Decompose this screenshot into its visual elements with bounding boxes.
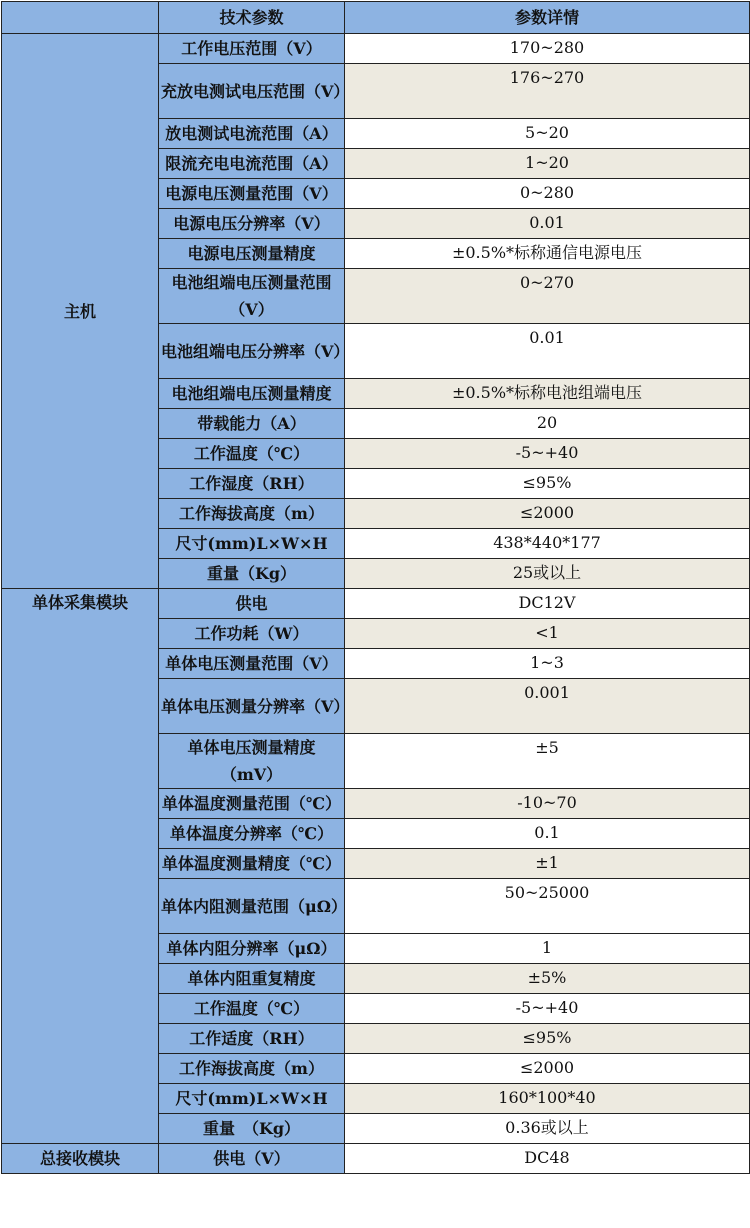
param-label: 电池组端电压测量精度: [159, 379, 345, 409]
table-row: [2, 34, 750, 64]
param-value: 1: [345, 934, 750, 964]
header-group-cell: [2, 2, 159, 34]
param-value: ≤95%: [345, 469, 750, 499]
param-label: 工作温度（℃）: [159, 994, 345, 1024]
param-value: 0.1: [345, 819, 750, 849]
param-value: 176~270: [345, 64, 750, 119]
param-label: 工作温度（℃）: [159, 439, 345, 469]
param-label: 单体内阻重复精度: [159, 964, 345, 994]
param-value: DC48: [345, 1144, 750, 1174]
param-value: ≤95%: [345, 1024, 750, 1054]
param-label: 尺寸(mm)L×W×H: [159, 1084, 345, 1114]
param-value: 160*100*40: [345, 1084, 750, 1114]
param-label: 带载能力（A）: [159, 409, 345, 439]
param-label: 电池组端电压测量范围（V）: [159, 269, 345, 324]
param-label: 放电测试电流范围（A）: [159, 119, 345, 149]
param-label: 单体电压测量精度（mV）: [159, 734, 345, 789]
param-value: ±5%: [345, 964, 750, 994]
param-value: DC12V: [345, 589, 750, 619]
param-label: 工作湿度（RH）: [159, 469, 345, 499]
param-label: 工作适度（RH）: [159, 1024, 345, 1054]
param-value: 20: [345, 409, 750, 439]
table-row: [2, 1144, 750, 1174]
param-label: 电源电压分辨率（V）: [159, 209, 345, 239]
param-label: 单体温度测量精度（℃）: [159, 849, 345, 879]
param-label: 工作海拔高度（m）: [159, 499, 345, 529]
param-value: ≤2000: [345, 499, 750, 529]
param-label: 限流充电电流范围（A）: [159, 149, 345, 179]
param-label: 工作功耗（W）: [159, 619, 345, 649]
param-value: -5~+40: [345, 994, 750, 1024]
param-value: 0.01: [345, 209, 750, 239]
param-label: 单体电压测量范围（V）: [159, 649, 345, 679]
param-label: 单体内阻测量范围（μΩ）: [159, 879, 345, 934]
param-label: 单体温度分辨率（℃）: [159, 819, 345, 849]
param-value: 170~280: [345, 34, 750, 64]
param-label: 工作电压范围（V）: [159, 34, 345, 64]
param-label: 工作海拔高度（m）: [159, 1054, 345, 1084]
param-value: ≤2000: [345, 1054, 750, 1084]
param-value: 5~20: [345, 119, 750, 149]
param-value: ±0.5%*标称通信电源电压: [345, 239, 750, 269]
param-value: 0.001: [345, 679, 750, 734]
group-label-receiver-module: 总接收模块: [2, 1144, 159, 1174]
param-value: -10~70: [345, 789, 750, 819]
param-value: 438*440*177: [345, 529, 750, 559]
param-value: ±1: [345, 849, 750, 879]
param-label: 单体电压测量分辨率（V）: [159, 679, 345, 734]
param-value: -5~+40: [345, 439, 750, 469]
param-label: 重量 （Kg）: [159, 1114, 345, 1144]
param-label: 单体温度测量范围（℃）: [159, 789, 345, 819]
param-label: 单体内阻分辨率（μΩ）: [159, 934, 345, 964]
param-label: 重量（Kg）: [159, 559, 345, 589]
header-row: [2, 2, 750, 34]
param-value: 1~3: [345, 649, 750, 679]
param-value: 0.36或以上: [345, 1114, 750, 1144]
param-value: 1~20: [345, 149, 750, 179]
param-label: 尺寸(mm)L×W×H: [159, 529, 345, 559]
param-value: ±5: [345, 734, 750, 789]
spec-table: [1, 1, 750, 1174]
param-value: 0.01: [345, 324, 750, 379]
param-label: 电池组端电压分辨率（V）: [159, 324, 345, 379]
group-label-cell-module: 单体采集模块: [2, 589, 159, 1144]
param-value: <1: [345, 619, 750, 649]
param-value: 0~270: [345, 269, 750, 324]
param-label: 供电（V）: [159, 1144, 345, 1174]
param-value: ±0.5%*标称电池组端电压: [345, 379, 750, 409]
param-label: 供电: [159, 589, 345, 619]
param-value: 0~280: [345, 179, 750, 209]
group-label-host: 主机: [2, 34, 159, 589]
param-value: 25或以上: [345, 559, 750, 589]
header-value-label: 参数详情: [345, 2, 750, 34]
header-param-label: 技术参数: [159, 2, 345, 34]
param-value: 50~25000: [345, 879, 750, 934]
param-label: 电源电压测量范围（V）: [159, 179, 345, 209]
table-row: [2, 589, 750, 619]
param-label: 电源电压测量精度: [159, 239, 345, 269]
param-label: 充放电测试电压范围（V）: [159, 64, 345, 119]
